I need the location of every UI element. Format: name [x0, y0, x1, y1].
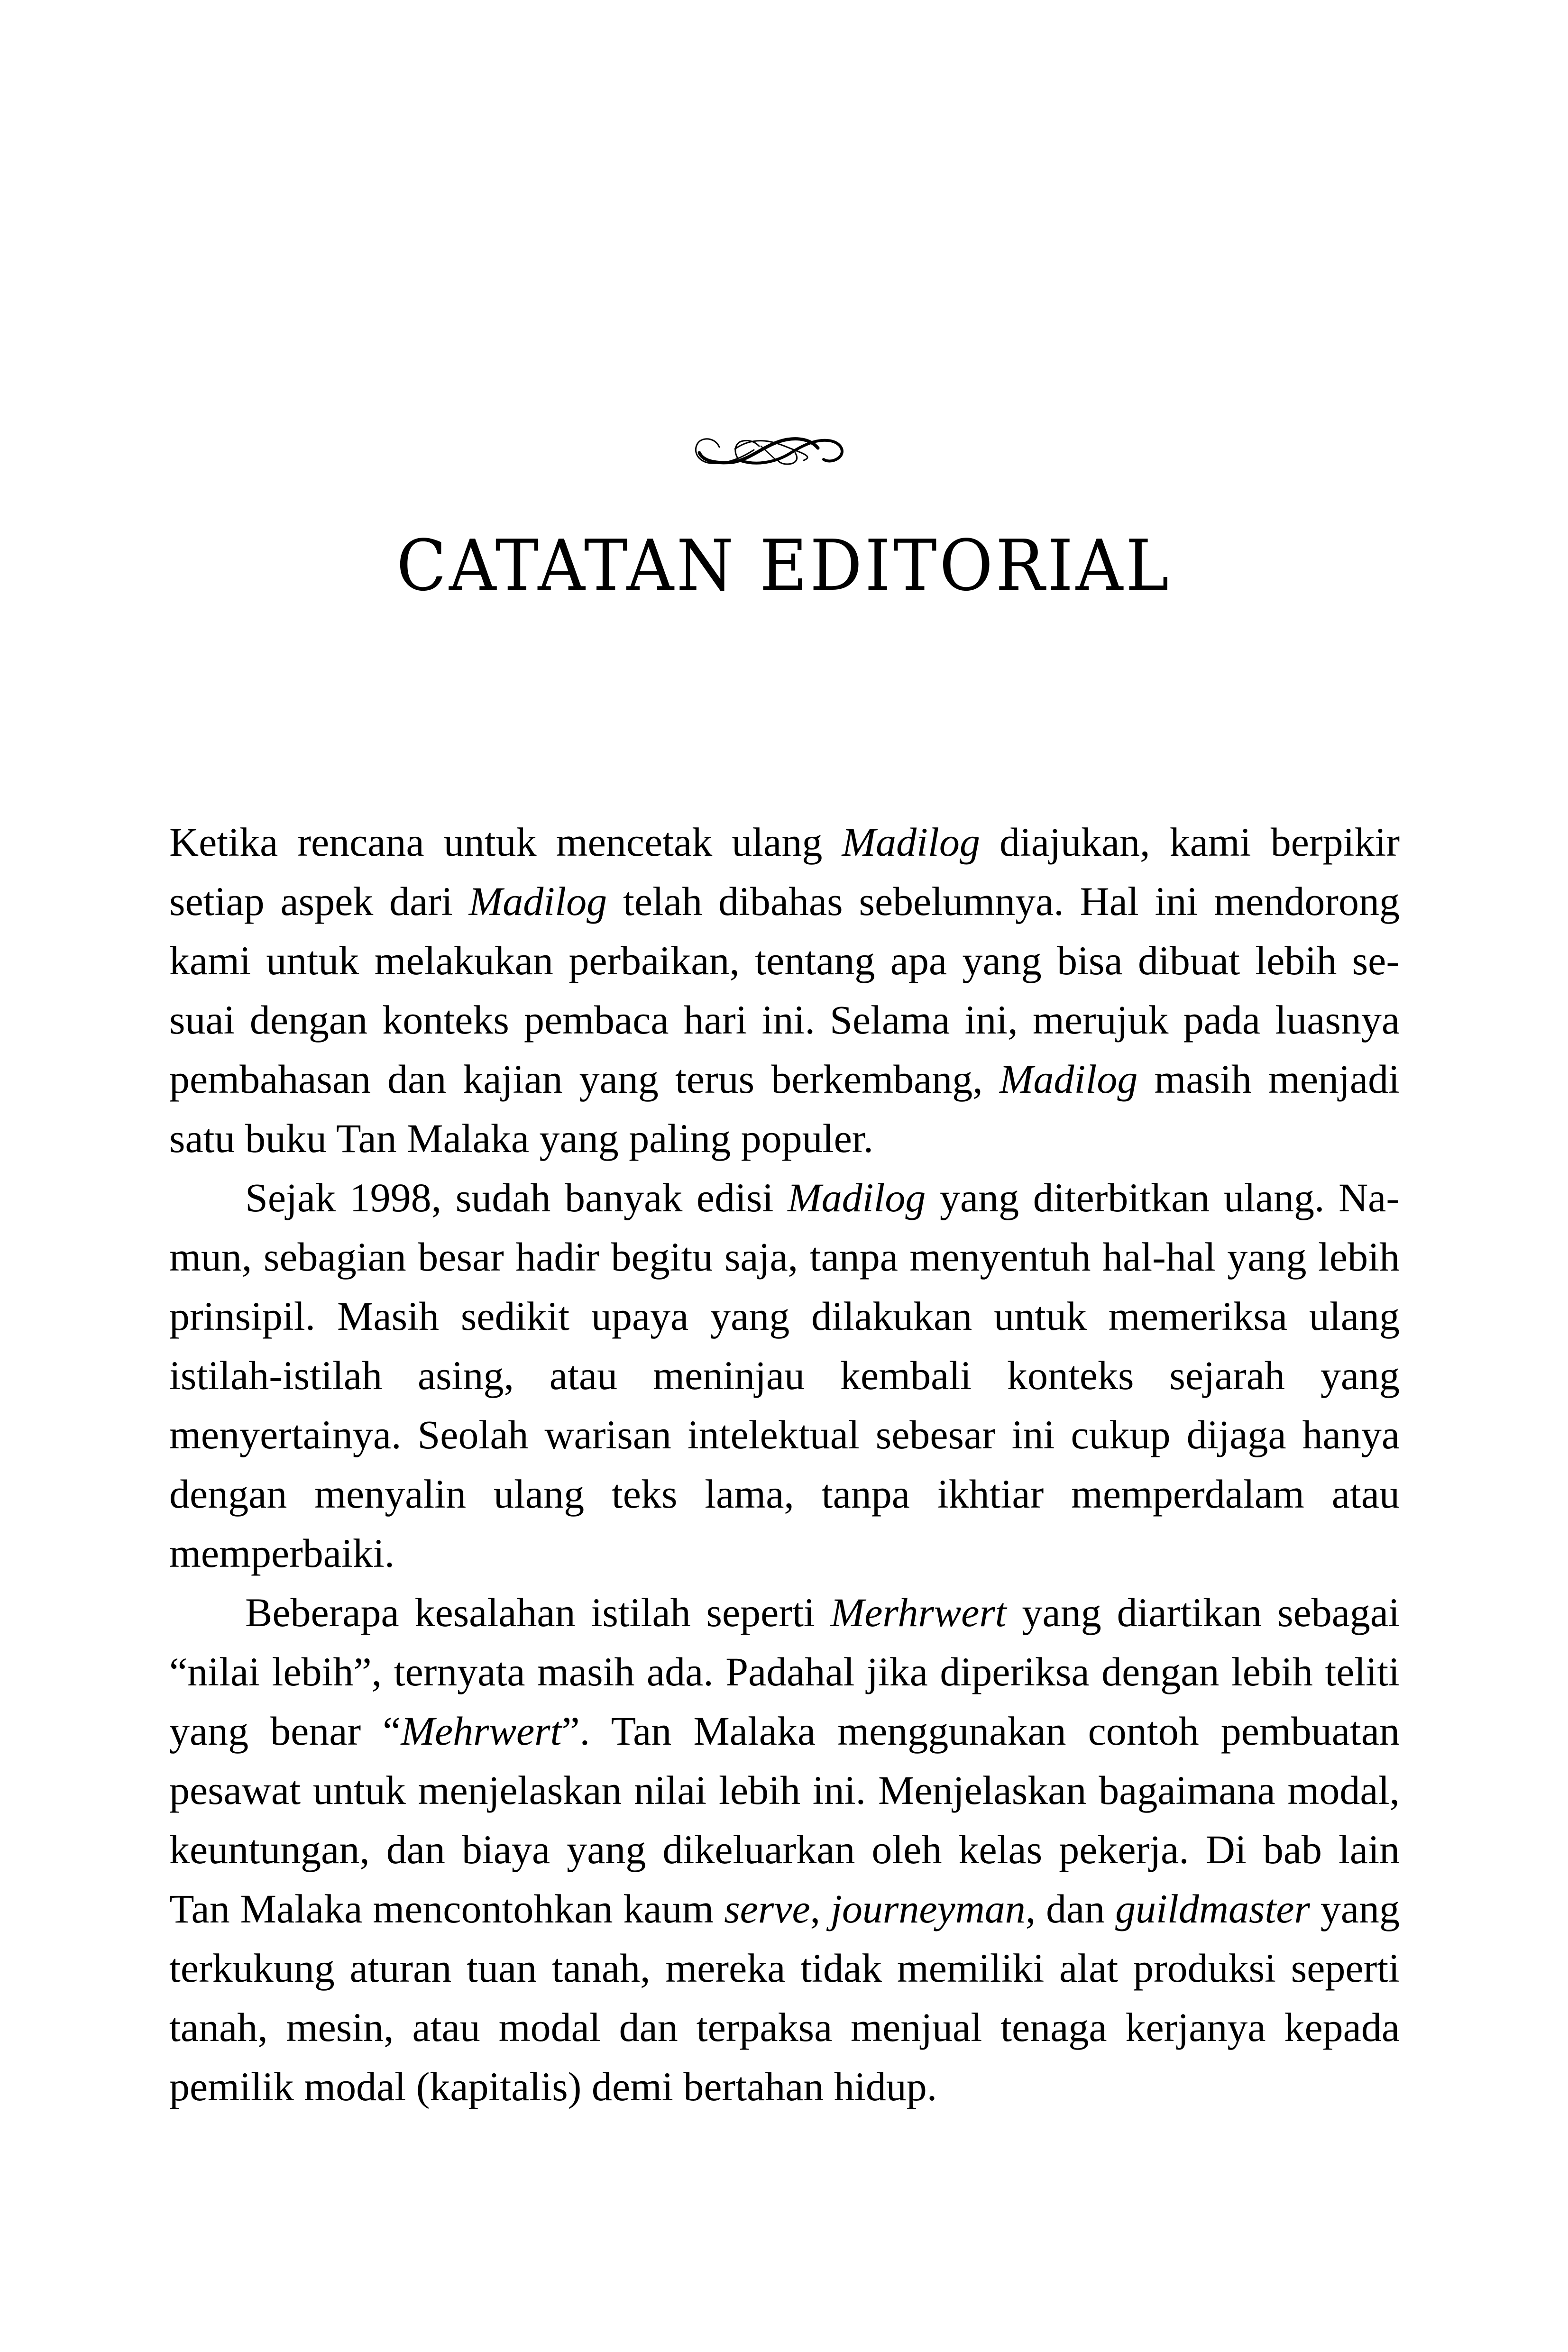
- italic-term: Merhrwert: [830, 1590, 1007, 1635]
- text-run: yang diartikan sebagai “nilai lebih”, ternyata masih ada. Padahal jika diperiksa dengan lebih teliti yang benar “: [169, 1590, 1400, 1754]
- chapter-title: CATATAN EDITORIAL: [396, 525, 1172, 606]
- italic-term: journeyman: [831, 1886, 1026, 1931]
- text-run: Beberapa kesalahan istilah seperti: [245, 1590, 831, 1635]
- paragraph: [169, 1168, 1400, 1583]
- paragraph: [169, 1583, 1400, 2116]
- text-run: Ketika rencana untuk mencetak ulang: [169, 819, 842, 865]
- italic-term: Madilog: [787, 1175, 926, 1220]
- text-run: masih menjadi satu buku Tan Malaka yang paling populer.: [169, 1056, 1400, 1161]
- italic-term: Madilog: [468, 879, 607, 924]
- text-run: yang terkukung aturan tuan tanah, mereka tidak memiliki alat produksi seperti tanah, mesin, atau modal dan terpaksa menjual tenaga kerjanya kepada pemilik modal (kapitalis) demi bertahan hidup.: [169, 1886, 1400, 2109]
- text-run: yang diterbitkan ulang. Namun, sebagian besar hadir begitu saja, tanpa menyentuh hal-hal yang lebih prinsipil. Masih sedikit upaya yang dilakukan untuk memeriksa ulang istilah-istilah asing, atau meninjau kembali konteks sejarah yang menyertainya. Seolah warisan intelektual sebesar ini cukup dijaga hanya dengan menyalin ulang teks lama, tanpa ikhtiar memperdalam atau memperbaiki.: [169, 1175, 1400, 1576]
- italic-term: serve: [724, 1886, 810, 1931]
- flourish-ornament-icon: [690, 429, 846, 472]
- text-run: telah dibahas sebelumnya. Hal ini mendorong kami untuk melakukan perbaikan, tentang apa yang bisa dibuat lebih sesuai dengan konteks pembaca hari ini. Selama ini, merujuk pada luasnya pembahasan dan kajian yang terus berkembang,: [169, 879, 1400, 1102]
- italic-term: Madilog: [842, 819, 980, 865]
- italic-term: Madilog: [999, 1056, 1138, 1102]
- text-run: Sejak 1998, sudah banyak edisi: [245, 1175, 788, 1220]
- text-run: ,: [810, 1886, 831, 1931]
- italic-term: guildmaster: [1115, 1886, 1311, 1931]
- text-run: , dan: [1025, 1886, 1116, 1931]
- text-run: ”. Tan Malaka menggunakan contoh pembuatan pesawat untuk menjelaskan nilai lebih ini. Menjelaskan bagaimana modal, keuntungan, dan biaya yang dikeluarkan oleh kelas pekerja. Di bab lain Tan Malaka mencontohkan kaum: [169, 1708, 1400, 1931]
- text-run: diajukan, kami berpikir setiap aspek dari: [169, 819, 1400, 924]
- italic-term: Mehrwert: [401, 1708, 562, 1754]
- body-text: [169, 813, 1400, 2116]
- paragraph: [169, 813, 1400, 1168]
